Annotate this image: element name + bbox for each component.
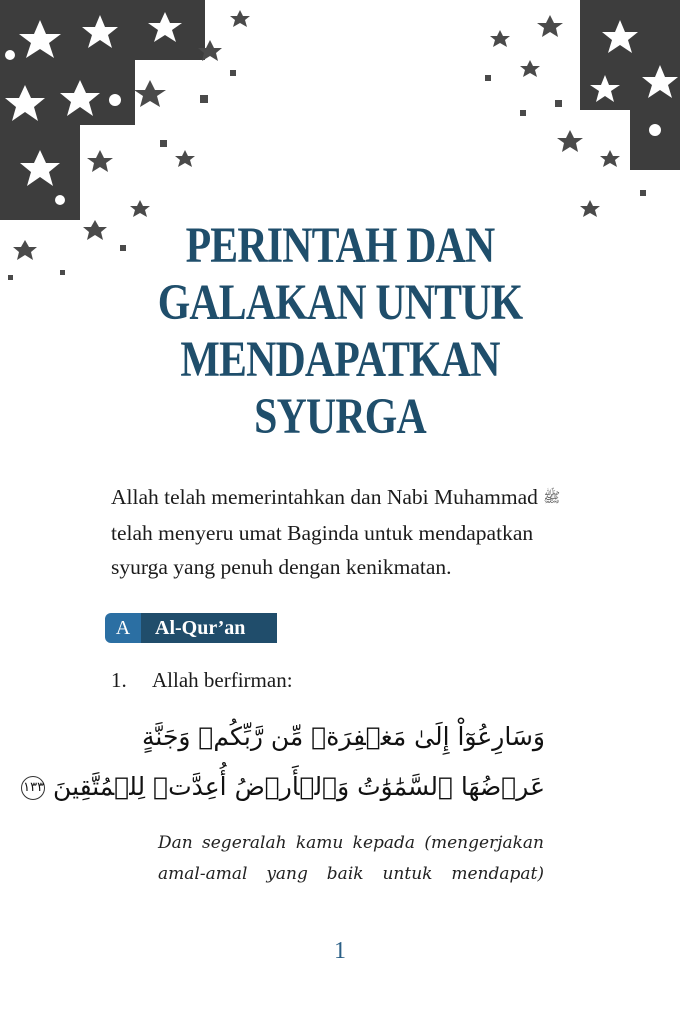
ayah-number-mark: ١٣٣ — [21, 776, 45, 800]
title-line: SYURGA — [254, 389, 426, 445]
intro-line: syurga yang penuh dengan kenikmatan. — [111, 555, 452, 579]
salawat-symbol: ﷺ — [543, 491, 561, 506]
title-line: PERINTAH DAN — [185, 218, 495, 274]
page-title — [127, 218, 553, 446]
section-letter: A — [105, 613, 141, 643]
intro-line: telah menyeru umat Baginda untuk mendapatkan — [111, 521, 534, 545]
verse-translation — [158, 828, 544, 890]
intro-paragraph — [111, 480, 611, 584]
geometric-pattern-ornament-right — [460, 0, 680, 230]
translation-line: amal-amal yang baik untuk mendapat) — [158, 864, 544, 884]
arabic-verse-line — [23, 772, 545, 801]
arabic-verse-text: عَرۡضُهَا ٱلسَّمَٰوَٰتُ وَٱلۡأَرۡضُ أُعِدَّتۡ لِلۡمُتَّقِينَ — [53, 772, 545, 801]
page-number: 1 — [334, 938, 346, 964]
translation-line: Dan segeralah kamu kepada (mengerjakan — [158, 833, 544, 853]
section-label: Al-Qur’an — [141, 613, 277, 643]
title-line: MENDAPATKAN — [180, 332, 500, 388]
list-item-text: Allah berfirman: — [152, 668, 293, 692]
arabic-verse-line: وَسَارِعُوٓاْ إِلَىٰ مَغۡفِرَةٖ مِّن رَّبِّكُمۡ وَجَنَّةٍ — [142, 722, 545, 751]
list-item-number: 1. — [111, 668, 127, 692]
title-line: GALAKAN UNTUK — [157, 275, 523, 331]
intro-line: Allah telah memerintahkan dan Nabi Muhammad — [111, 485, 538, 509]
